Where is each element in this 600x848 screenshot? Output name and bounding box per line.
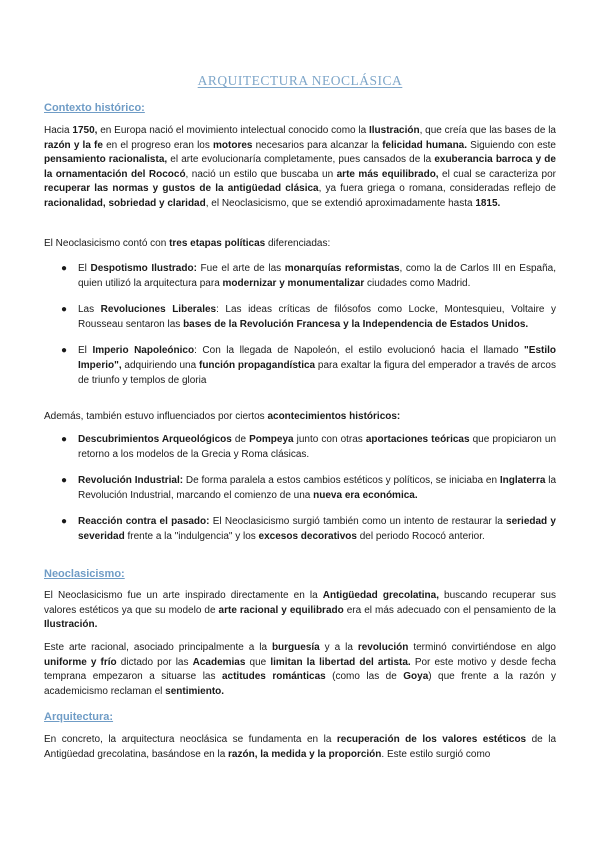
paragraph-neoclasicismo [44, 589, 556, 633]
section-heading-arquitectura: Arquitectura: [44, 711, 114, 723]
bold-text-run: actitudes románticas [221, 671, 326, 683]
bold-text-run: tres etapas políticas [169, 238, 266, 249]
list-acontecimientos [44, 433, 556, 545]
bold-text-run: recuperación de los valores estéticos [336, 734, 527, 745]
bold-text-run: función propagandística [198, 359, 316, 371]
section-heading-contexto: Contexto histórico: [44, 102, 145, 114]
bold-text-run: Academias [192, 656, 246, 668]
text-run: el arte evolucionaría completamente, pues cansados de la [167, 154, 435, 166]
bold-text-run: exuberancia barroca y de la ornamentación del Rococó [44, 154, 556, 180]
bold-text-run: Antigüedad grecolatina, [322, 590, 439, 601]
text-run: la Revolución Industrial, marcando el comienzo de una [78, 475, 557, 501]
text-run: ciudades como Madrid. [364, 277, 471, 289]
bold-text-run: razón y la fe [44, 139, 103, 151]
text-run: diferenciadas: [265, 238, 331, 249]
text-run: (como las de [325, 671, 404, 683]
list-item [44, 344, 556, 388]
list-etapas-politicas [44, 262, 556, 388]
text-run: de la Antigüedad grecolatina, basándose en la [44, 734, 557, 760]
paragraph-arte-racional [44, 641, 556, 699]
paragraph-arquitectura [44, 733, 556, 762]
text-run: que [245, 656, 271, 668]
list-item [44, 262, 556, 291]
text-run: de [231, 434, 250, 445]
bold-text-run: razón, la medida y la proporción [228, 748, 382, 760]
text-run: El [78, 345, 93, 357]
text-run: para exaltar la figura del emperador a través de arcos de triunfo y templos de gloria [78, 359, 556, 386]
bold-text-run: limitan la libertad del artista. [270, 656, 411, 668]
text-run: terminó convirtiéndose en algo [408, 642, 556, 653]
bold-text-run: bases de la Revolución Francesa y la Independencia de Estados Unidos. [183, 318, 529, 330]
text-run: . Este estilo surgió como [381, 748, 491, 760]
text-run: El Neoclasicismo fue un arte inspirado directamente en la [44, 590, 323, 601]
text-run: Además, también estuvo influenciados por ciertos [44, 411, 268, 422]
text-run: que propiciaron un retorno a los modelos de la Grecia y Roma clásicas. [78, 434, 557, 460]
text-run: : Las ideas críticas de filósofos como Locke, Montesquieu, Voltaire y Rousseau sentaron las [78, 304, 556, 330]
text-run: , como la de Carlos III en España, quien utilizó la arquitectura para [78, 263, 556, 289]
text-run: buscando recuperar sus valores estéticos ya que su modelo de [44, 590, 556, 616]
text-run: adquiriendo una [121, 359, 199, 371]
bold-text-run: felicidad humana. [382, 139, 468, 151]
bullet-icon: ● [61, 516, 68, 528]
text-run: del periodo Rococó anterior. [356, 530, 485, 542]
bullet-icon: ● [61, 434, 68, 445]
text-run: Siguiendo con este [467, 139, 556, 151]
bold-text-run: Despotismo Ilustrado: [90, 263, 197, 274]
bold-text-run: Descubrimientos Arqueológicos [78, 434, 232, 445]
text-run: Fue el arte de las [196, 263, 285, 274]
list-item [44, 433, 556, 462]
bold-text-run: Inglaterra [499, 475, 546, 487]
bold-text-run: Imperio Napoleónico [92, 345, 195, 357]
paragraph-contexto [44, 124, 556, 212]
bold-text-run: excesos decorativos [258, 530, 357, 542]
bold-text-run: Goya [403, 671, 429, 683]
text-run: ) que frente a la razón y academicismo reclaman el [44, 671, 556, 697]
text-run: frente a la "indulgencia" y los [124, 530, 259, 542]
bold-text-run: arte más equilibrado, [336, 168, 439, 180]
list-item [44, 474, 556, 503]
bold-text-run: modernizar y monumentalizar [222, 277, 365, 289]
text-run: , nació un estilo que buscaba un [185, 168, 337, 180]
text-run: el cual se caracteriza por [438, 168, 556, 180]
document-title: ARQUITECTURA NEOCLÁSICA [197, 73, 403, 88]
text-run: y a la [319, 642, 358, 653]
list-item [44, 303, 556, 332]
text-run: Por este motivo y desde fecha temprana empezaron a situarse las [44, 656, 556, 683]
text-run: , ya fuera griega o romana, consideradas reflejo de [318, 183, 556, 195]
bullet-icon: ● [61, 304, 68, 316]
paragraph-acontecimientos-intro [44, 410, 556, 425]
bold-text-run: revolución [357, 642, 409, 653]
section-heading-neoclasicismo: Neoclasicismo: [44, 568, 125, 580]
bold-text-run: pensamiento racionalista, [44, 154, 168, 166]
text-run: Las [78, 304, 101, 316]
bold-text-run: seriedad y severidad [78, 516, 556, 542]
text-run: Hacia [44, 125, 73, 136]
bold-text-run: monarquías reformistas [284, 263, 400, 274]
text-run: en Europa nació el movimiento intelectual conocido como la [97, 125, 369, 136]
text-run: , que creía que las bases de la [419, 125, 556, 136]
bold-text-run: nueva era económica. [313, 489, 418, 501]
text-run: , el Neoclasicismo, que se extendió aproximadamente hasta [205, 197, 476, 209]
bullet-icon: ● [61, 263, 68, 274]
bold-text-run: 1750, [72, 125, 98, 136]
text-run: De forma paralela a estos cambios estéticos y políticos, se iniciaba en [183, 475, 500, 487]
text-run: necesarios para alcanzar la [252, 139, 383, 151]
text-run: El Neoclasicismo surgió también como un intento de restaurar la [209, 516, 507, 528]
text-run: : Con la llegada de Napoleón, el estilo evolucionó hacia el llamado [194, 345, 525, 357]
bold-text-run: racionalidad, sobriedad y claridad [44, 197, 206, 209]
text-run: En concreto, la arquitectura neoclásica se fundamenta en la [44, 734, 337, 745]
bold-text-run: burguesía [271, 642, 320, 653]
text-run: dictado por las [116, 656, 193, 668]
bold-text-run: Reacción contra el pasado: [78, 516, 210, 528]
text-run: era el más adecuado con el pensamiento de la [343, 604, 556, 616]
text-run: Este arte racional, asociado principalmente a la [44, 642, 272, 653]
text-run: El [78, 263, 91, 274]
bold-text-run: Revolución Industrial: [78, 475, 184, 487]
text-run: El Neoclasicismo contó con [44, 238, 170, 249]
bold-text-run: Ilustración. [44, 619, 98, 631]
text-run: en el progreso eran los [102, 139, 214, 151]
bold-text-run: motores [213, 139, 253, 151]
bold-text-run: 1815. [475, 197, 501, 209]
bold-text-run: aportaciones teóricas [365, 434, 470, 445]
bold-text-run: arte racional y equilibrado [218, 604, 344, 616]
bold-text-run: Ilustración [369, 125, 420, 136]
bold-text-run: "Estilo Imperio", [78, 345, 557, 371]
bold-text-run: recuperar las normas y gustos de la antigüedad clásica [44, 183, 319, 195]
bold-text-run: uniforme y frío [44, 656, 117, 668]
bullet-icon: ● [61, 345, 68, 357]
bold-text-run: Revoluciones Liberales [100, 304, 217, 316]
bold-text-run: sentimiento. [165, 685, 225, 697]
list-item [44, 515, 556, 544]
paragraph-etapas-intro [44, 237, 556, 252]
bold-text-run: acontecimientos históricos: [267, 411, 401, 422]
bullet-icon: ● [61, 475, 68, 487]
text-run: junto con otras [293, 434, 366, 445]
bold-text-run: Pompeya [249, 434, 294, 445]
